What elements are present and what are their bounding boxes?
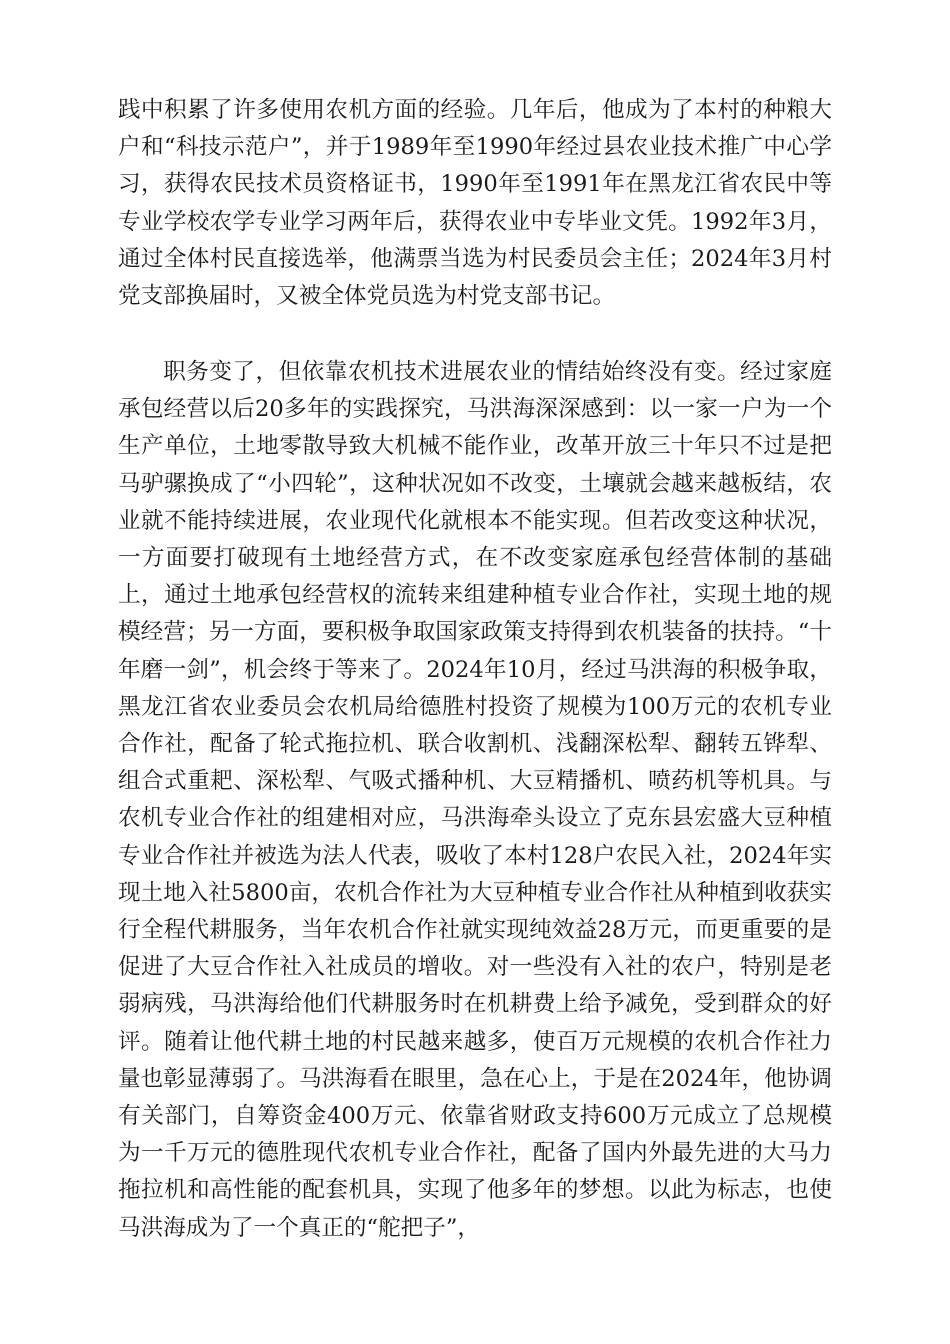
paragraph-2: 职务变了，但依靠农机技术进展农业的情结始终没有变。经过家庭承包经营以后20多年的实践探究，马洪海深深感到：以一家一户为一个生产单位，土地零散导致大机械不能作业，改革开放三十年只不过是把马驴骡换成了“小四轮”，这种状况如不改变，土壤就会越来越板结，农业就不能持续进展，农业现代化就根本不能实现。但若改变这种状况，一方面要打破现有土地经营方式，在不改变家庭承包经营体制的基础上，通过土地承包经营权的流转来组建种植专业合作社，实现土地的规模经营；另一方面，要积极争取国家政策支持得到农机装备的扶持。“十年磨一剑”，机会终于等来了。2024年10月，经过马洪海的积极争取，黑龙江省农业委员会农机局给德胜村投资了规模为100万元的农机专业合作社，配备了轮式拖拉机、联合收割机、浅翻深松犁、翻转五铧犁、组合式重耙、深松犁、气吸式播种机、大豆精播机、喷药机等机具。与农机专业合作社的组建相对应，马洪海牵头设立了克东县宏盛大豆种植专业合作社并被选为法人代表，吸收了本村128户农民入社，2024年实现土地入社5800亩，农机合作社为大豆种植专业合作社从种植到收获实行全程代耕服务，当年农机合作社就实现纯效益28万元，而更重要的是促进了大豆合作社入社成员的增收。对一些没有入社的农户，特别是老弱病残，马洪海给他们代耕服务时在机耕费上给予减免，受到群众的好评。随着让他代耕土地的村民越来越多，使百万元规模的农机合作社力量也彰显薄弱了。马洪海看在眼里，急在心上，于是在2024年，他协调有关部门，自筹资金400万元、依靠省财政支持600万元成立了总规模为一千万元的德胜现代农机专业合作社，配备了国内外最先进的大马力拖拉机和高性能的配套机具，实现了他多年的梦想。以此为标志，也使马洪海成为了一个真正的“舵把子”， (118, 359, 832, 1241)
paragraph-1: 践中积累了许多使用农机方面的经验。几年后，他成为了本村的种粮大户和“科技示范户”，并于1989年至1990年经过县农业技术推广中心学习，获得农民技术员资格证书，1990年至1991年在黑龙江省农民中等专业学校农学专业学习两年后，获得农业中专毕业文凭。1992年3月，通过全体村民直接选举，他满票当选为村民委员会主任；2024年3月村党支部换届时，又被全体党员选为村党支部书记。 (118, 97, 832, 310)
